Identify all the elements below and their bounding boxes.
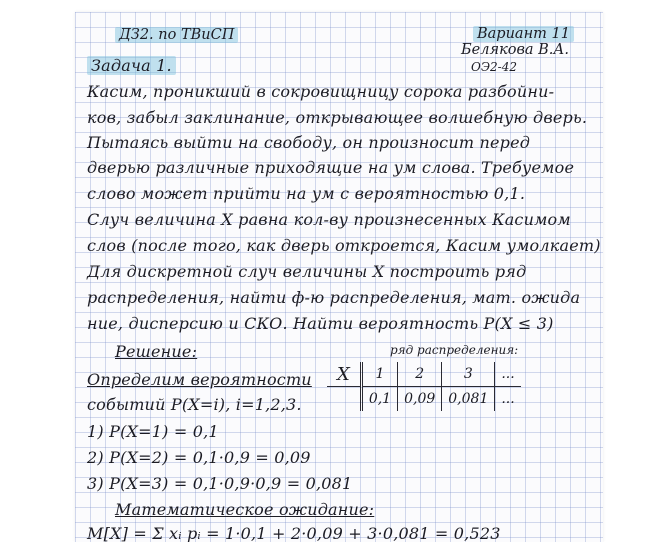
notebook-page xyxy=(75,12,603,542)
table-cell: 2 xyxy=(398,362,442,387)
expectation-formula: M[X] = Σ xᵢ pᵢ = 1·0,1 + 2·0,09 + 3·0,081 = 0,523 xyxy=(87,524,501,542)
solution-step: 2) P(X=2) = 0,1·0,9 = 0,09 xyxy=(87,448,311,467)
table-cell: ... xyxy=(495,362,521,387)
table-cell: ... xyxy=(495,387,521,412)
problem-line: Пытаясь выйти на свободу, он произносит перед xyxy=(87,133,531,152)
task-heading: Задача 1. xyxy=(87,56,176,75)
solution-intro: событий P(X=i), i=1,2,3. xyxy=(87,395,302,414)
problem-line: слов (после того, как дверь откроется, Касим умолкает) xyxy=(87,236,601,255)
expectation-heading: Математическое ожидание: xyxy=(115,500,375,519)
solution-step: 3) P(X=3) = 0,1·0,9·0,9 = 0,081 xyxy=(87,474,353,493)
table-caption: ряд распределения: xyxy=(390,343,519,357)
solution-heading: Решение: xyxy=(115,342,198,361)
variant-label: Вариант 11 xyxy=(473,26,574,42)
solution-intro: Определим вероятности xyxy=(87,370,312,389)
solution-step: 1) P(X=1) = 0,1 xyxy=(87,422,219,441)
table-cell: 0,081 xyxy=(442,387,495,412)
table-row xyxy=(327,387,521,412)
distribution-table xyxy=(327,362,521,411)
table-cell: 3 xyxy=(442,362,495,387)
table-header-cell: X xyxy=(327,362,361,387)
table-cell: 1 xyxy=(361,362,397,387)
table-cell: 0,1 xyxy=(361,387,397,412)
table-cell: 0,09 xyxy=(398,387,442,412)
group-label: ОЭ2-42 xyxy=(471,60,517,74)
document-title: ДЗ2. по ТВиСП xyxy=(115,27,238,43)
problem-line: Для дискретной случ величины X построить ряд xyxy=(87,262,527,281)
problem-line: Касим, проникший в сокровищницу сорока разбойни- xyxy=(87,82,555,101)
author-name: Белякова В.А. xyxy=(461,42,570,58)
problem-line: слово может прийти на ум с вероятностью 0,1. xyxy=(87,184,526,203)
problem-line: ние, дисперсию и СКО. Найти вероятность P(X ≤ 3) xyxy=(87,314,554,333)
problem-line: дверью различные приходящие на ум слова. Требуемое xyxy=(87,158,575,177)
table-header-cell xyxy=(327,387,361,412)
problem-line: Случ величина X равна кол-ву произнесенных Касимом xyxy=(87,210,571,229)
problem-line: ков, забыл заклинание, открывающее волшебную дверь. xyxy=(87,108,588,127)
problem-line: распределения, найти ф-ю распределения, мат. ожида xyxy=(87,288,581,307)
table-row xyxy=(327,362,521,387)
